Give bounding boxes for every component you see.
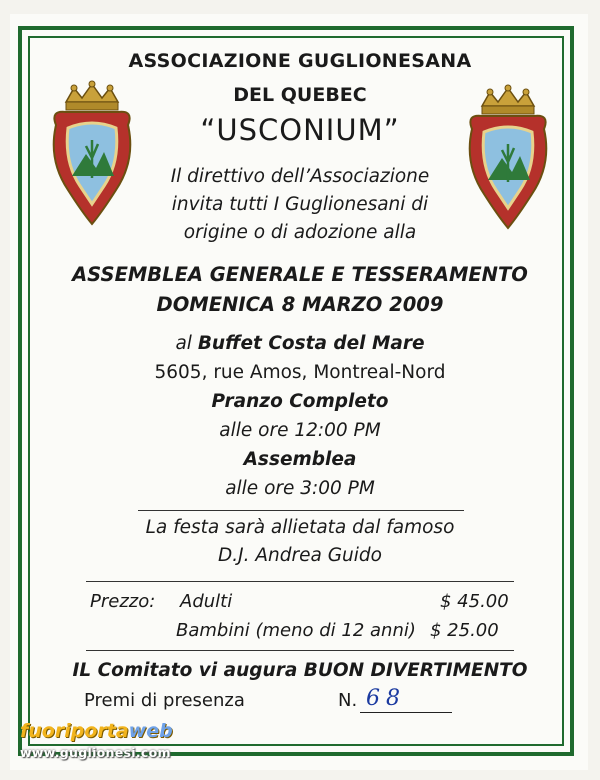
assembly-time: alle ore 3:00 PM (225, 478, 375, 499)
watermark-brand (20, 720, 173, 742)
venue-address: 5605, rue Amos, Montreal-Nord (154, 362, 446, 383)
venue-name: Buffet Costa del Mare (197, 333, 425, 354)
divider (138, 510, 464, 511)
event-date: DOMENICA 8 MARZO 2009 (156, 293, 444, 316)
ticket-number-label: N. (338, 690, 358, 711)
event-title: ASSEMBLEA GENERALE E TESSERAMENTO (72, 263, 528, 286)
ticket-number-line (360, 712, 452, 713)
org-name-line2: DEL QUEBEC (233, 84, 367, 106)
prizes-label: Premi di presenza (84, 690, 245, 711)
intro-line: invita tutti I Guglionesani di (171, 194, 429, 215)
assembly-label: Assemblea (243, 449, 357, 470)
watermark-site: www.guglionesi.com (20, 745, 171, 760)
watermark-brand-part1: fuoriporta (20, 720, 129, 742)
adult-label: Adulti (180, 591, 233, 612)
org-name-line1: ASSOCIAZIONE GUGLIONESANA (128, 50, 472, 72)
child-label: Bambini (meno di 12 anni) (176, 620, 416, 641)
greeting: IL Comitato vi augura BUON DIVERTIMENTO (72, 660, 528, 681)
child-price: $ 25.00 (430, 620, 499, 641)
lunch-time: alle ore 12:00 PM (219, 420, 381, 441)
divider (86, 581, 514, 582)
venue-prefix: al (175, 333, 198, 354)
intro-line: origine o di adozione alla (183, 222, 417, 243)
lunch-label: Pranzo Completo (211, 391, 389, 412)
venue-line (0, 333, 600, 354)
dj-name: D.J. Andrea Guido (218, 545, 382, 566)
ticket-number-value: 68 (366, 686, 406, 711)
entertainment-line: La festa sarà allietata dal famoso (145, 517, 455, 538)
motto: “USCONIUM” (200, 113, 400, 147)
adult-price: $ 45.00 (440, 591, 509, 612)
price-label: Prezzo: (90, 591, 156, 612)
divider (86, 650, 514, 651)
intro-line: Il direttivo dell’Associazione (170, 166, 430, 187)
watermark-brand-part2: web (128, 720, 173, 742)
